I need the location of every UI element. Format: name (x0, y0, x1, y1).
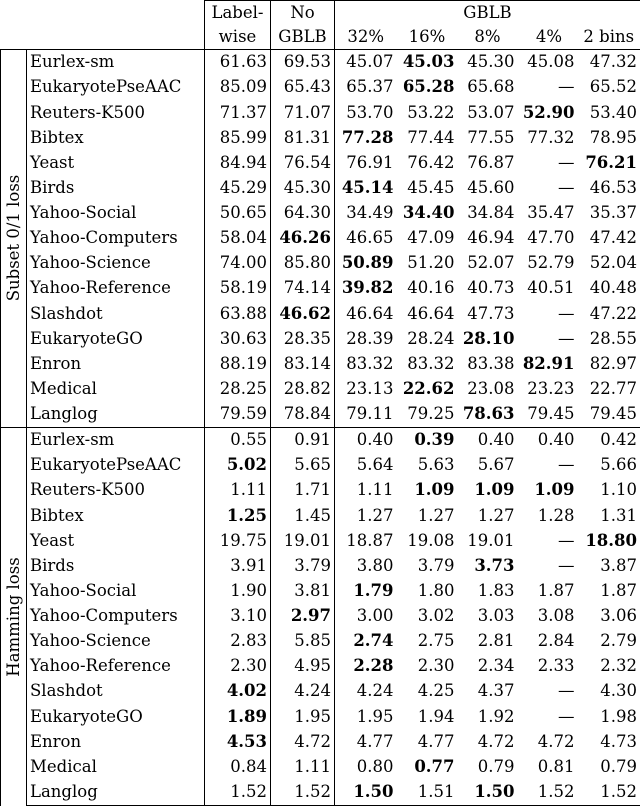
table-row (1, 276, 640, 301)
value-cell: 76.21 (578, 151, 640, 176)
value-cell: 1.50 (335, 780, 397, 806)
value-cell: — (558, 177, 575, 197)
value-cell: 63.88 (205, 301, 271, 326)
value-cell: 19.75 (205, 528, 271, 553)
table-row (1, 478, 640, 503)
value-cell: 4.25 (417, 681, 455, 701)
value-cell: 34.40 (402, 203, 455, 223)
value-cell: 0.42 (578, 427, 640, 453)
value-cell: 1.92 (477, 706, 515, 726)
value-cell: 74.14 (271, 276, 335, 301)
value-cell: 1.09 (474, 480, 515, 500)
value-cell: 46.26 (271, 226, 335, 251)
table-row (1, 301, 640, 326)
value-cell: 45.30 (458, 50, 518, 76)
value-cell: 1.28 (537, 505, 575, 525)
value-cell: 4.02 (205, 679, 271, 704)
value-cell: 65.68 (467, 77, 515, 97)
value-cell: 0.91 (271, 427, 335, 453)
header-labelwise-line1: Label- (205, 1, 271, 26)
value-cell: 1.51 (397, 780, 458, 806)
value-cell: 85.09 (205, 75, 271, 100)
value-cell: 52.07 (467, 253, 515, 273)
value-cell: 78.95 (578, 125, 640, 150)
table-header (1, 1, 640, 50)
value-cell: 4.77 (356, 731, 394, 751)
value-cell: 1.89 (205, 704, 271, 729)
value-cell: 2.84 (537, 631, 575, 651)
table-body (1, 50, 640, 806)
value-cell: 2.30 (205, 654, 271, 679)
table-row (1, 604, 640, 629)
dataset-name: Yahoo-Social (27, 201, 205, 226)
table-row (1, 654, 640, 679)
value-cell: 47.09 (407, 228, 455, 248)
value-cell: 19.01 (467, 530, 515, 550)
table-row (1, 100, 640, 125)
value-cell: 1.79 (353, 580, 394, 600)
value-cell: — (558, 455, 575, 475)
value-cell: 85.80 (271, 251, 335, 276)
header-gblb-2bins: 2 bins (578, 25, 640, 50)
value-cell: 69.53 (271, 50, 335, 76)
value-cell: 3.03 (477, 606, 515, 626)
value-cell: 65.28 (402, 77, 455, 97)
value-cell: — (558, 152, 575, 172)
dataset-name: EukaryoteGO (27, 704, 205, 729)
value-cell: 58.04 (205, 226, 271, 251)
value-cell: 0.81 (537, 756, 575, 776)
value-cell: 1.52 (271, 780, 335, 806)
dataset-name: Bibtex (27, 125, 205, 150)
value-cell: — (558, 77, 575, 97)
value-cell: 47.42 (578, 226, 640, 251)
value-cell: 53.40 (578, 100, 640, 125)
value-cell: 2.32 (578, 654, 640, 679)
value-cell: 18.87 (346, 530, 394, 550)
dataset-name: Eurlex-sm (27, 427, 205, 453)
value-cell: 22.77 (578, 377, 640, 402)
value-cell: 4.24 (356, 681, 394, 701)
dataset-name: Reuters-K500 (27, 100, 205, 125)
value-cell: 45.45 (407, 177, 455, 197)
value-cell: 4.72 (271, 729, 335, 754)
value-cell: 22.62 (402, 378, 455, 398)
value-cell: 28.39 (346, 328, 394, 348)
value-cell: 34.49 (346, 203, 394, 223)
value-cell: 77.28 (341, 127, 394, 147)
table-row (1, 251, 640, 276)
value-cell: 2.33 (537, 656, 575, 676)
value-cell: 4.30 (578, 679, 640, 704)
value-cell: 46.94 (467, 228, 515, 248)
value-cell: 85.99 (205, 125, 271, 150)
value-cell: 1.52 (518, 780, 578, 806)
value-cell: 1.80 (417, 580, 455, 600)
value-cell: — (558, 530, 575, 550)
dataset-name: Slashdot (27, 301, 205, 326)
table-row (1, 125, 640, 150)
value-cell: 1.11 (356, 480, 394, 500)
dataset-name: Reuters-K500 (27, 478, 205, 503)
value-cell: 52.79 (527, 253, 575, 273)
value-cell: 1.94 (417, 706, 455, 726)
header-gblb-32: 32% (347, 26, 385, 46)
dataset-name: Yahoo-Computers (27, 604, 205, 629)
header-gblb-8: 8% (474, 26, 501, 46)
value-cell: — (558, 303, 575, 323)
value-cell: 2.75 (417, 631, 455, 651)
value-cell: 84.94 (205, 151, 271, 176)
value-cell: 28.55 (578, 326, 640, 351)
value-cell: — (558, 555, 575, 575)
header-corner-2 (1, 25, 205, 50)
value-cell: 28.24 (407, 328, 455, 348)
value-cell: 2.30 (417, 656, 455, 676)
value-cell: 2.81 (477, 631, 515, 651)
header-row-1 (1, 1, 640, 26)
value-cell: 46.65 (346, 228, 394, 248)
value-cell: 77.44 (407, 127, 455, 147)
value-cell: 45.03 (397, 50, 458, 76)
dataset-name: Bibtex (27, 503, 205, 528)
value-cell: 47.73 (467, 303, 515, 323)
dataset-name: EukaryoteGO (27, 326, 205, 351)
dataset-name: Yahoo-Reference (27, 654, 205, 679)
value-cell: 2.34 (477, 656, 515, 676)
value-cell: 0.80 (356, 756, 394, 776)
table-row (1, 679, 640, 704)
value-cell: 47.22 (578, 301, 640, 326)
value-cell: 0.55 (205, 427, 271, 453)
value-cell: 1.98 (578, 704, 640, 729)
value-cell: 82.91 (522, 353, 575, 373)
value-cell: 4.37 (477, 681, 515, 701)
value-cell: 74.00 (205, 251, 271, 276)
value-cell: 61.63 (205, 50, 271, 76)
table-row (1, 704, 640, 729)
value-cell: 3.79 (271, 554, 335, 579)
value-cell: 45.14 (341, 177, 394, 197)
value-cell: 79.25 (407, 404, 455, 424)
value-cell: 51.20 (407, 253, 455, 273)
value-cell: 79.45 (527, 404, 575, 424)
dataset-name: Yahoo-Social (27, 579, 205, 604)
header-corner (1, 1, 205, 26)
table-row (1, 729, 640, 754)
value-cell: 1.83 (477, 580, 515, 600)
value-cell: 1.71 (271, 478, 335, 503)
value-cell: 58.19 (205, 276, 271, 301)
value-cell: 0.79 (477, 756, 515, 776)
value-cell: 76.91 (346, 152, 394, 172)
value-cell: 45.07 (335, 50, 397, 76)
value-cell: 5.02 (205, 453, 271, 478)
value-cell: 3.87 (578, 554, 640, 579)
header-nogblb-line2: GBLB (271, 25, 335, 50)
value-cell: 77.55 (467, 127, 515, 147)
value-cell: 71.37 (205, 100, 271, 125)
value-cell: 83.38 (467, 353, 515, 373)
value-cell: 53.70 (346, 102, 394, 122)
dataset-name: Langlog (27, 780, 205, 806)
value-cell: 0.39 (397, 427, 458, 453)
value-cell: 47.70 (527, 228, 575, 248)
value-cell: 0.79 (578, 755, 640, 780)
value-cell: 34.84 (467, 203, 515, 223)
value-cell: 65.37 (346, 77, 394, 97)
value-cell: 53.22 (407, 102, 455, 122)
value-cell: 79.59 (205, 402, 271, 428)
value-cell: 1.45 (271, 503, 335, 528)
value-cell: 1.09 (414, 480, 455, 500)
value-cell: 5.65 (271, 453, 335, 478)
value-cell: 83.32 (407, 353, 455, 373)
value-cell: 76.42 (407, 152, 455, 172)
value-cell: 1.87 (578, 579, 640, 604)
value-cell: 4.72 (477, 731, 515, 751)
value-cell: 53.07 (467, 102, 515, 122)
value-cell: 3.06 (578, 604, 640, 629)
dataset-name: Yeast (27, 528, 205, 553)
value-cell: 40.48 (578, 276, 640, 301)
value-cell: 76.87 (467, 152, 515, 172)
table-row (1, 629, 640, 654)
value-cell: 39.82 (341, 278, 394, 298)
group-label-cell (1, 427, 27, 805)
value-cell: 5.85 (271, 629, 335, 654)
value-cell: 81.31 (271, 125, 335, 150)
dataset-name: Enron (27, 352, 205, 377)
value-cell: 0.40 (335, 427, 397, 453)
table-row (1, 151, 640, 176)
value-cell: 47.32 (578, 50, 640, 76)
dataset-name: Yahoo-Science (27, 629, 205, 654)
value-cell: 40.51 (527, 278, 575, 298)
value-cell: 5.67 (477, 455, 515, 475)
table-row (1, 377, 640, 402)
table-row (1, 50, 640, 76)
value-cell: 1.25 (205, 503, 271, 528)
value-cell: 4.24 (271, 679, 335, 704)
dataset-name: Eurlex-sm (27, 50, 205, 76)
table-row (1, 579, 640, 604)
value-cell: 78.84 (271, 402, 335, 428)
value-cell: 2.74 (353, 631, 394, 651)
value-cell: 45.60 (467, 177, 515, 197)
header-gblb: GBLB (335, 1, 640, 26)
dataset-name: Yahoo-Computers (27, 226, 205, 251)
value-cell: 45.08 (518, 50, 578, 76)
value-cell: 1.09 (534, 480, 575, 500)
value-cell: 76.54 (271, 151, 335, 176)
value-cell: 23.08 (467, 378, 515, 398)
value-cell: 1.31 (578, 503, 640, 528)
value-cell: 3.80 (356, 555, 394, 575)
value-cell: 79.11 (346, 404, 394, 424)
value-cell: — (558, 681, 575, 701)
table-row (1, 402, 640, 428)
value-cell: 23.23 (527, 378, 575, 398)
value-cell: 50.89 (341, 253, 394, 273)
value-cell: 3.73 (474, 555, 515, 575)
value-cell: 0.77 (414, 756, 455, 776)
value-cell: 5.64 (356, 455, 394, 475)
value-cell: 1.95 (271, 704, 335, 729)
value-cell: 19.08 (407, 530, 455, 550)
header-gblb-16: 16% (408, 26, 446, 46)
value-cell: 3.10 (205, 604, 271, 629)
value-cell: 46.64 (346, 303, 394, 323)
value-cell: — (558, 328, 575, 348)
value-cell: 1.11 (205, 478, 271, 503)
value-cell: 52.04 (578, 251, 640, 276)
value-cell: 3.08 (537, 606, 575, 626)
value-cell: 1.27 (477, 505, 515, 525)
value-cell: 1.11 (271, 755, 335, 780)
table-row (1, 528, 640, 553)
value-cell: — (558, 706, 575, 726)
value-cell: 83.32 (346, 353, 394, 373)
header-nogblb-line1: No (271, 1, 335, 26)
value-cell: 1.27 (417, 505, 455, 525)
value-cell: 46.64 (407, 303, 455, 323)
table-row (1, 453, 640, 478)
table-row (1, 427, 640, 453)
value-cell: 18.80 (578, 528, 640, 553)
value-cell: 52.90 (522, 102, 575, 122)
value-cell: 1.10 (578, 478, 640, 503)
value-cell: 28.10 (462, 328, 515, 348)
table-row (1, 176, 640, 201)
value-cell: 0.84 (205, 755, 271, 780)
value-cell: 1.90 (205, 579, 271, 604)
table-row (1, 226, 640, 251)
value-cell: 35.37 (578, 201, 640, 226)
value-cell: 46.62 (271, 301, 335, 326)
value-cell: 1.52 (578, 780, 640, 806)
group-label-cell (1, 50, 27, 428)
value-cell: 28.35 (271, 326, 335, 351)
value-cell: 4.53 (205, 729, 271, 754)
value-cell: 28.25 (205, 377, 271, 402)
value-cell: 30.63 (205, 326, 271, 351)
value-cell: 5.63 (417, 455, 455, 475)
value-cell: 2.79 (578, 629, 640, 654)
table-row (1, 352, 640, 377)
value-cell: 64.30 (271, 201, 335, 226)
value-cell: 3.02 (417, 606, 455, 626)
value-cell: 4.72 (537, 731, 575, 751)
dataset-name: Medical (27, 377, 205, 402)
value-cell: 45.29 (205, 176, 271, 201)
value-cell: 19.01 (271, 528, 335, 553)
value-cell: 2.83 (205, 629, 271, 654)
header-labelwise-line2: wise (205, 25, 271, 50)
value-cell: 2.97 (271, 604, 335, 629)
group-label: Hamming loss (3, 556, 23, 677)
value-cell: 1.95 (356, 706, 394, 726)
table-row (1, 75, 640, 100)
value-cell: 3.81 (271, 579, 335, 604)
dataset-name: Birds (27, 176, 205, 201)
header-gblb-4: 4% (535, 26, 563, 46)
table-row (1, 780, 640, 806)
value-cell: 65.43 (271, 75, 335, 100)
value-cell: 4.77 (417, 731, 455, 751)
header-row-2 (1, 25, 640, 50)
dataset-name: Yeast (27, 151, 205, 176)
dataset-name: Yahoo-Science (27, 251, 205, 276)
value-cell: 45.30 (271, 176, 335, 201)
value-cell: 82.97 (578, 352, 640, 377)
value-cell: 28.82 (271, 377, 335, 402)
table-row (1, 755, 640, 780)
value-cell: 35.47 (527, 203, 575, 223)
value-cell: 3.79 (417, 555, 455, 575)
table-row (1, 201, 640, 226)
group-label: Subset 0/1 loss (3, 175, 23, 302)
value-cell: 0.40 (518, 427, 578, 453)
value-cell: 4.95 (271, 654, 335, 679)
value-cell: 2.28 (353, 656, 394, 676)
dataset-name: Birds (27, 554, 205, 579)
value-cell: 71.07 (271, 100, 335, 125)
value-cell: 1.50 (458, 780, 518, 806)
value-cell: 78.63 (462, 404, 515, 424)
value-cell: 77.32 (527, 127, 575, 147)
dataset-name: Yahoo-Reference (27, 276, 205, 301)
value-cell: 1.87 (537, 580, 575, 600)
table-row (1, 503, 640, 528)
value-cell: 1.27 (356, 505, 394, 525)
value-cell: 88.19 (205, 352, 271, 377)
value-cell: 23.13 (346, 378, 394, 398)
value-cell: 83.14 (271, 352, 335, 377)
dataset-name: EukaryotePseAAC (27, 453, 205, 478)
value-cell: 1.52 (205, 780, 271, 806)
value-cell: 40.16 (407, 278, 455, 298)
value-cell: 65.52 (578, 75, 640, 100)
dataset-name: EukaryotePseAAC (27, 75, 205, 100)
dataset-name: Medical (27, 755, 205, 780)
value-cell: 40.73 (467, 278, 515, 298)
table-row (1, 554, 640, 579)
value-cell: 4.73 (578, 729, 640, 754)
value-cell: 0.40 (458, 427, 518, 453)
value-cell: 3.00 (356, 606, 394, 626)
dataset-name: Slashdot (27, 679, 205, 704)
value-cell: 79.45 (578, 402, 640, 428)
value-cell: 46.53 (578, 176, 640, 201)
dataset-name: Langlog (27, 402, 205, 428)
dataset-name: Enron (27, 729, 205, 754)
table-row (1, 326, 640, 351)
value-cell: 3.91 (205, 554, 271, 579)
value-cell: 50.65 (205, 201, 271, 226)
value-cell: 5.66 (578, 453, 640, 478)
